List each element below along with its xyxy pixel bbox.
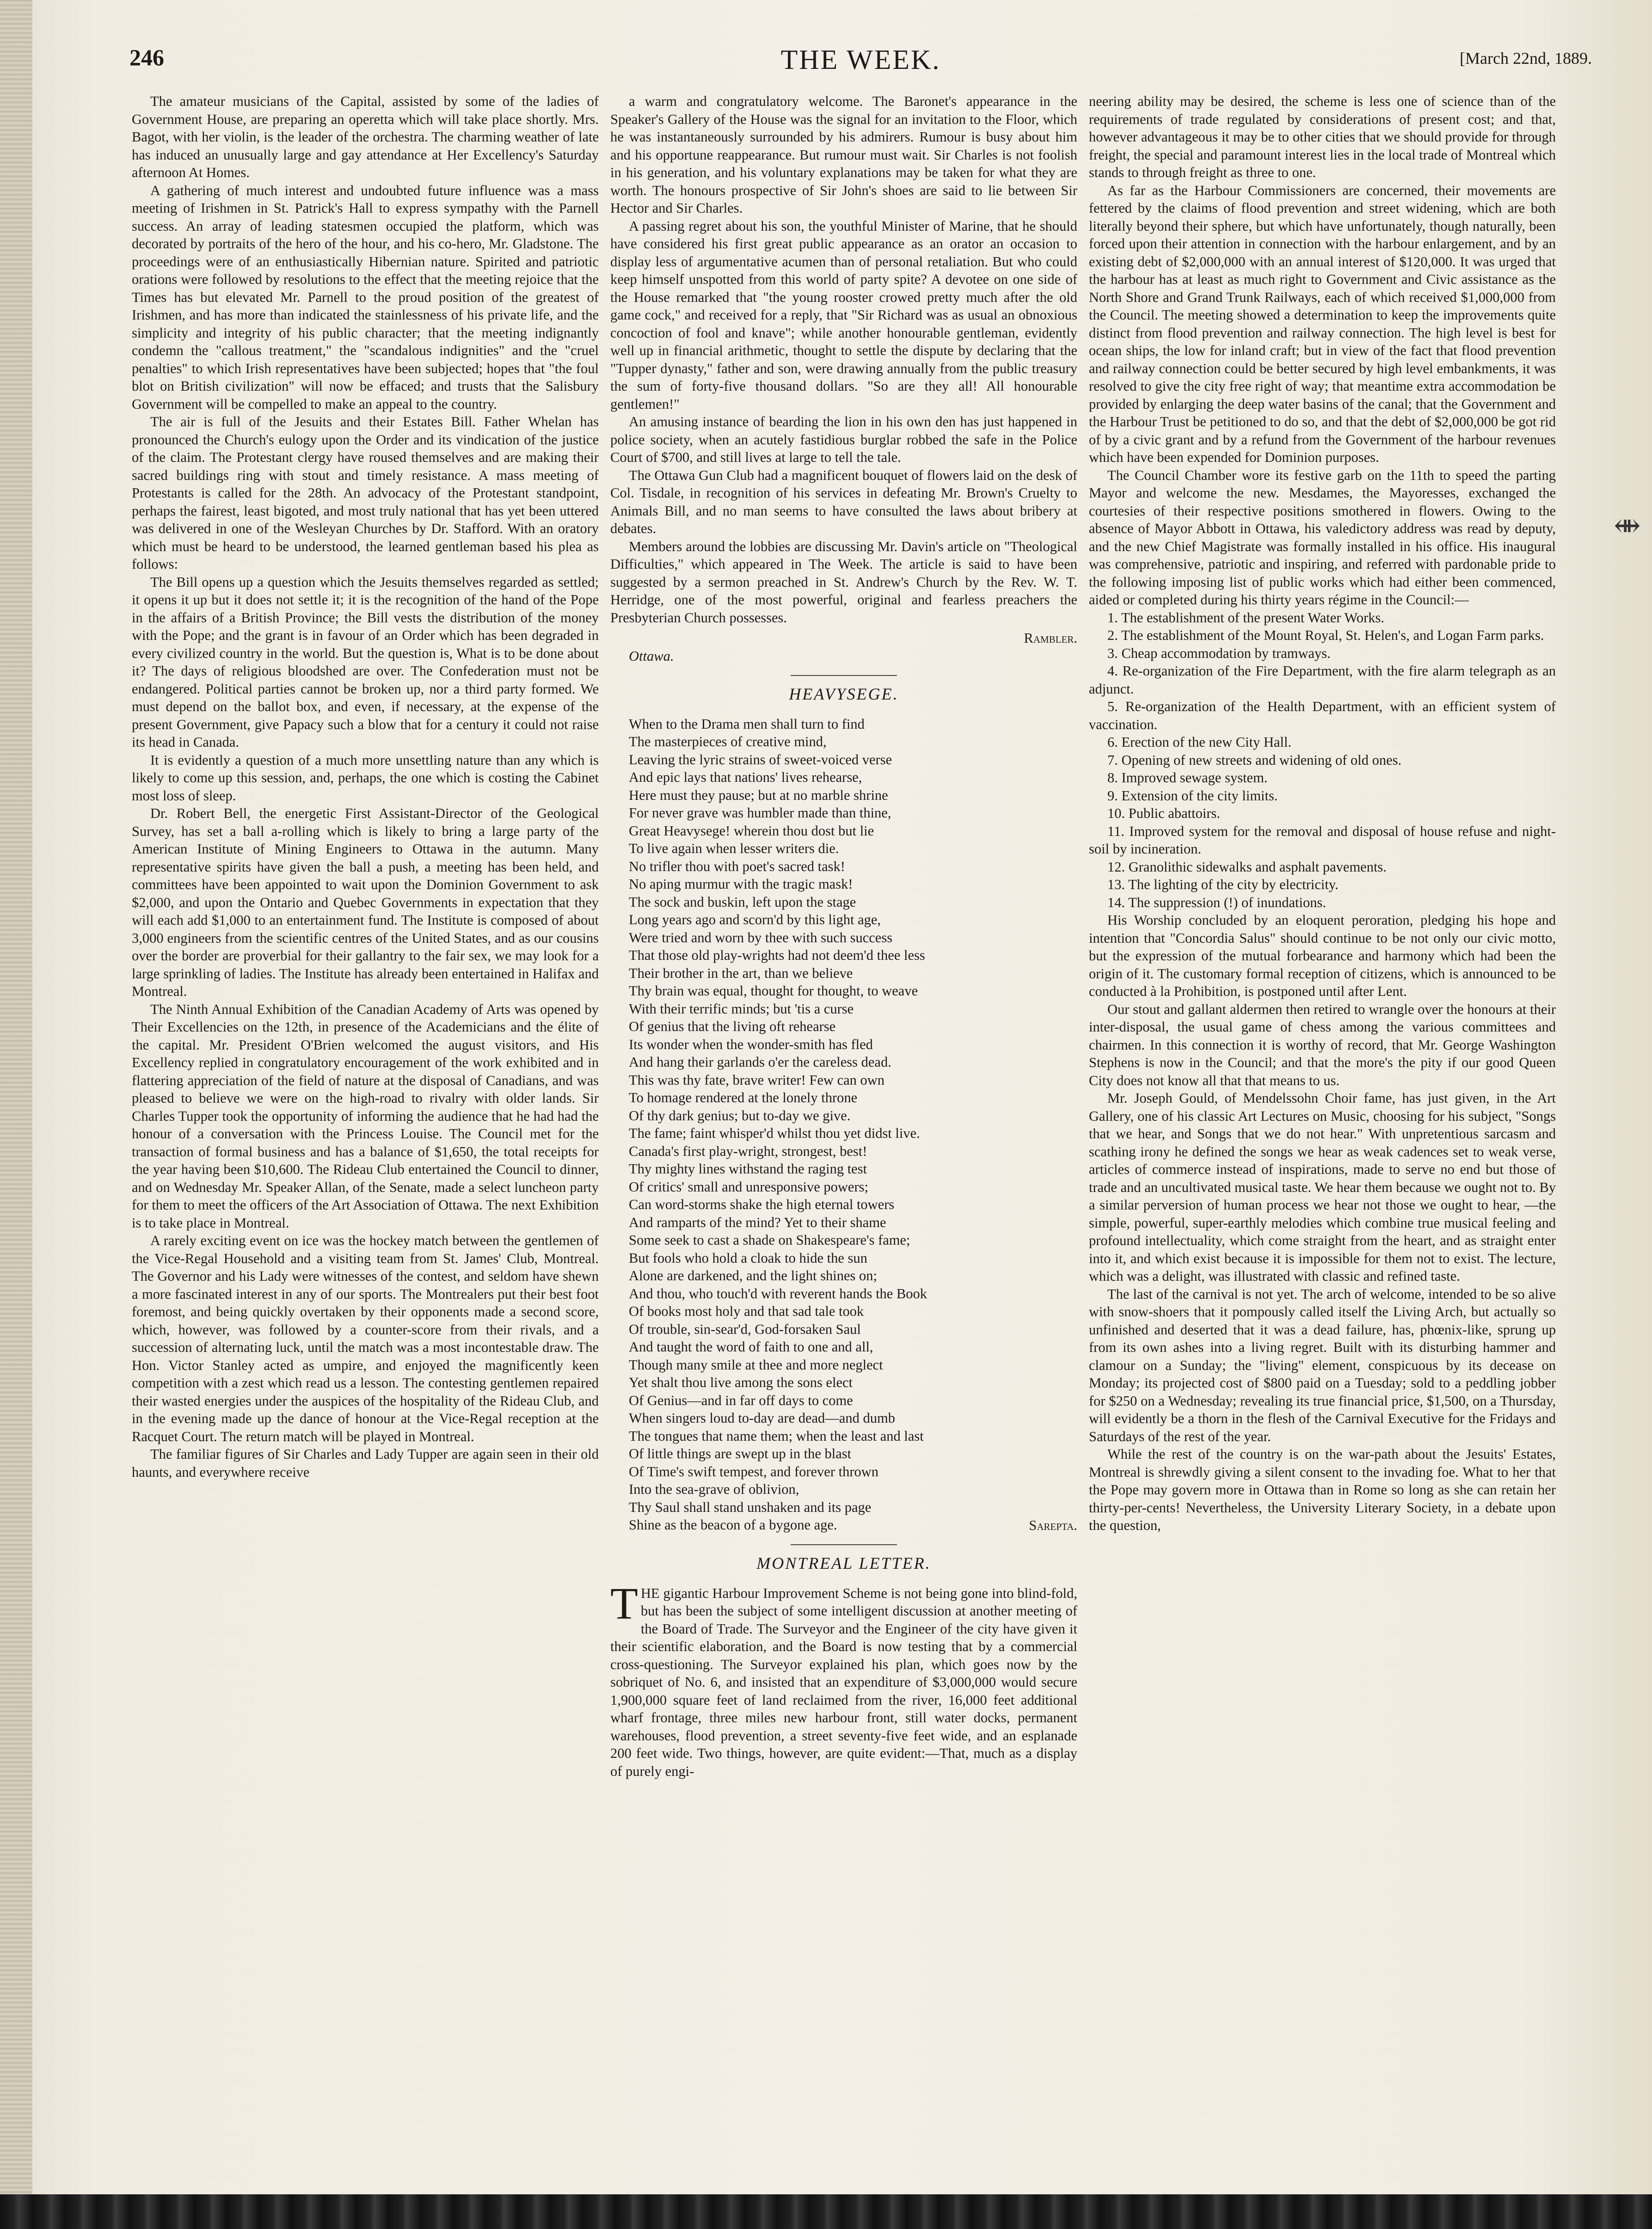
poem-line: The masterpieces of creative mind, — [629, 734, 827, 749]
poem-line: When singers loud to-day are dead—and dumb — [629, 1410, 895, 1426]
column-3 — [1089, 92, 1556, 2173]
poem-line: Great Heavysege! wherein thou dost but lie — [629, 823, 874, 839]
paragraph: The amateur musicians of the Capital, assisted by some of the ladies of Government House, are preparing an operetta which will take place shortly. Mrs. Bagot, with her violin, is the leader of the orchestra. The charming weather of late has induced an unusually large and gay attendance at Her Excellency's Saturday afternoon At Homes. — [132, 93, 599, 180]
section-divider — [791, 1544, 897, 1545]
poem-line: The tongues that name them; when the least and last — [629, 1428, 924, 1444]
list-item: 6. Erection of the new City Hall. — [1107, 734, 1292, 750]
paragraph: Mr. Joseph Gould, of Mendelssohn Choir fame, has just given, in the Art Gallery, one of his classic Art Lectures on Music, choosing for his subject, "Songs that we hear, and Songs that we do not hear." With unpretentious sarcasm and scathing irony he defined the songs we hear as weak cadences set to weak verse, articles of commerce instead of inspirations, made to serve no end but those of trade and an uncultivated musical taste. We hear them because we ought not to. By a similar perversion of human process we hear not those we ought to hear, —the simple, powerful, super-earthly melodies which combine true musical feeling and profound intellectuality, which come straight from the heart, and as straight enter into it, and which exist because it is impossible for them not to exist. The lecture, which was a delight, was illustrated with classic and refined taste. — [1089, 1090, 1556, 1284]
poem-line: Canada's first play-wright, strongest, best! — [629, 1143, 867, 1159]
poem-line: Some seek to cast a shade on Shakespeare's fame; — [629, 1232, 910, 1248]
poem-line: And hang their garlands o'er the careless dead. — [629, 1054, 891, 1070]
public-works-list — [1089, 609, 1556, 912]
paragraph: His Worship concluded by an eloquent peroration, pledging his hope and intention that "Concordia Salus" should continue to be not only our civic motto, but the expression of the mutual forbearance and harmony which had been the origin of it. The customary formal reception of citizens, which is announced to be conducted à la Prohibition, is postponed until after Lent. — [1089, 912, 1556, 999]
poem-line: And thou, who touch'd with reverent hands the Book — [629, 1285, 927, 1302]
poem-line: But fools who hold a cloak to hide the sun — [629, 1250, 867, 1266]
column-1 — [132, 92, 599, 2173]
poem-line: When to the Drama men shall turn to find — [629, 716, 865, 732]
list-item: 11. Improved system for the removal and disposal of house refuse and night-soil by incineration. — [1089, 823, 1556, 857]
poem-line: Here must they pause; but at no marble shrine — [629, 787, 888, 803]
paragraph: The Ottawa Gun Club had a magnificent bouquet of flowers laid on the desk of Col. Tisdale, in recognition of his services in defeating Mr. Brown's Cruelty to Animals Bill, and no man seems to have consulted the laws about bribery at debates. — [610, 467, 1077, 536]
paragraph: The last of the carnival is not yet. The arch of welcome, intended to be so alive with snow-shoers that it pompously called itself the Living Arch, but actually so unfinished and deserted that it was a dead failure, has, phœnix-like, sprung up from its own ashes into a living regret. Built with its disturbing hammer and clamour on a Sunday; the "living" element, conspicuous by its decease on Monday; its projected cost of $800 paid on a Tuesday; sold to a peddling jobber for $250 on a Wednesday; revealing its true financial price, $1,500, on a Thursday, will evidently be a thorn in the flesh of the Carnival Executive for the Fridays and Saturdays of the rest of the year. — [1089, 1286, 1556, 1444]
drop-cap: T — [610, 1578, 638, 1629]
poem-line: Thy brain was equal, thought for thought, to weave — [629, 983, 918, 999]
column-2 — [610, 92, 1077, 2173]
poem-line: This was thy fate, brave writer! Few can own — [629, 1072, 885, 1088]
poem-line: Their brother in the art, than we believe — [629, 965, 853, 981]
paragraph: The Bill opens up a question which the Jesuits themselves regarded as settled; it opens it up but it does not settle it; it is the recognition of the hand of the Pope in the affairs of a British Province; the Bill vests the distribution of the money with the Pope; and the grant is in favour of an Order which has been degraded in every civilized country in the world. But the question is, What is to be done about it? The days of religious bloodshed are over. The Confederation must not be endangered. Political parties cannot be broken up, nor a third party formed. We must depend on the ballot box, and even, if necessary, at the expense of the present Government, give Papacy such a blow that for a century it could not raise its head in Canada. — [132, 574, 599, 750]
list-item: 9. Extension of the city limits. — [1107, 787, 1278, 804]
poem-line: Of genius that the living oft rehearse — [629, 1019, 836, 1034]
poem-line: The sock and buskin, left upon the stage — [629, 894, 856, 910]
poem-line: For never grave was humbler made than thine, — [629, 805, 891, 821]
paragraph: neering ability may be desired, the scheme is less one of science than of the requirements of trade regulated by considerations of present cost; and that, however advantageous it may be to other cities that we should provide for through freight, the special and paramount interest lies in the local trade of Montreal which stands to through freight as three to one. — [1089, 93, 1556, 180]
paragraph: A gathering of much interest and undoubted future influence was a mass meeting of Irishmen in St. Patrick's Hall to express sympathy with the Parnell success. An array of leading statesmen occupied the platform, which was decorated by portraits of the hero of the hour, and his co-hero, Mr. Gladstone. The proceedings were of an enthusiastically Hibernian nature. Spirited and patriotic orations were followed by resolutions to the effect that the meeting rejoice that the Times has but elevated Mr. Parnell to the proud position of the greatest of Irishmen, and has more than indicated the stainlessness of his private life, and the simplicity and integrity of his public character; that the meeting indignantly condemn the "callous treatment," the "scandalous indignities" and the "cruel penalties" to which Irish representatives have been subjected; hopes that "the foul blot on British civilization" will now be effaced; and trusts that the Salisbury Government will be compelled to make an appeal to the country. — [132, 182, 599, 412]
list-item: 8. Improved sewage system. — [1107, 770, 1268, 786]
paragraph: It is evidently a question of a much more unsettling nature than any which is likely to come up this session, and, perhaps, the one which is costing the Cabinet most loss of sleep. — [132, 752, 599, 804]
poem-line: Yet shalt thou live among the sons elect — [629, 1375, 853, 1390]
list-item: 10. Public abattoirs. — [1107, 805, 1220, 821]
scan-bottom-edge — [0, 2194, 1652, 2229]
paragraph: Dr. Robert Bell, the energetic First Assistant-Director of the Geological Survey, has set a ball a-rolling which is likely to bring a large party of the American Institute of Mining Engineers to Ottawa in the autumn. Many representative spirits have given the ball a push, a meeting has been held, and committees have been appointed to wait upon the Dominion Government to ask $2,000, and upon the Ontario and Quebec Governments in expectation that they will each add $1,000 to an entertainment fund. The Institute is composed of about 3,000 engineers from the scientific centres of the United States, and as our cousins over the border are proverbial for their gallantry to the fair sex, we may look for a large sprinkling of ladies. The Institute has already been entertained in Halifax and Montreal. — [132, 805, 599, 999]
list-item: 1. The establishment of the present Water Works. — [1107, 609, 1385, 626]
poem-line: Thy mighty lines withstand the raging test — [629, 1161, 867, 1177]
poem-line: Of Time's swift tempest, and forever thrown — [629, 1463, 879, 1480]
poem-line: Were tried and worn by thee with such success — [629, 929, 893, 946]
poem-line: Of Genius—and in far off days to come — [629, 1392, 853, 1408]
poem-line: Of little things are swept up in the blast — [629, 1446, 852, 1461]
masthead-title: THE WEEK. — [780, 44, 941, 75]
page-number: 246 — [129, 44, 164, 70]
poem-author: Sarepta. — [1029, 1517, 1077, 1533]
paragraph: A rarely exciting event on ice was the hockey match between the gentlemen of the Vice-Regal Household and a visiting team from St. James' Club, Montreal. The Governor and his Lady were witnesses of the contest, and seldom have shewn a more fascinated interest in any of our sports. The Montrealers put their best foot foremost, and being quickly overtaken by their opponents made a second score, which, however, was followed by a counter-score from their rivals, and a succession of alternating luck, until the match was a most incontestable draw. The Hon. Victor Stanley acted as umpire, and enjoyed the magnificently keen competition with a zest which read us a lesson. The contesting gentlemen repaired their wasted energies under the auspices of the hospitality of the Rideau Club, and in the evening made up the dance of honour at the Vice-Regal reception at the Racquet Court. The return match will be played in Montreal. — [132, 1233, 599, 1444]
poem-line: No aping murmur with the tragic mask! — [629, 876, 853, 892]
paragraph: Our stout and gallant aldermen then retired to wrangle over the honours at their inter-disposal, the usual game of chess among the various committees and chairmen. In this connection it is worthy of record, that Mr. George Washington Stephens is now in the Council; and that the more's the pity if our good Queen City does not know all that that means to us. — [1089, 1001, 1556, 1088]
list-item: 5. Re-organization of the Health Department, with an efficient system of vaccination. — [1089, 699, 1556, 732]
poem-line: Into the sea-grave of oblivion, — [629, 1481, 799, 1497]
paragraph: A passing regret about his son, the youthful Minister of Marine, that he should have considered his first great public appearance as an orator an occasion to display less of argumentative acumen than of personal retaliation. But who could keep himself unspotted from this world of party spite? A devotee on one side of the House remarked that "the young rooster crowed pretty much after the old game cock," and received for a reply, that "Sir Richard was as usual an obnoxious concoction of fool and knave"; while another honourable gentleman, evidently well up in financial arithmetic, thought to settle the dispute by declaring that the "Tupper dynasty," father and son, were drawing annually from the public treasury the sum of forty-five thousand dollars. "So are they all! All honourable gentlemen!" — [610, 218, 1077, 412]
list-item: 7. Opening of new streets and widening of old ones. — [1107, 752, 1402, 768]
dateline-place: Ottawa. — [629, 648, 674, 664]
poem-line: To homage rendered at the lonely throne — [629, 1090, 858, 1105]
paragraph: a warm and congratulatory welcome. The Baronet's appearance in the Speaker's Gallery of the House was the signal for an invitation to the Floor, which he was instantaneously surrounded by his admirers. Rumour is busy about him and his opportune reappearance. But rumour must wait. Sir Charles is not foolish in his generation, and his voluntary explanations may be taken for what they are worth. The honours prospective of Sir John's shoes are said to lie between Sir Hector and Sir Charles. — [610, 93, 1077, 216]
poem-line: Leaving the lyric strains of sweet-voiced verse — [629, 751, 892, 768]
poem-line: No trifler thou with poet's sacred task! — [629, 858, 845, 874]
list-item: 2. The establishment of the Mount Royal, St. Helen's, and Logan Farm parks. — [1107, 627, 1544, 643]
poem-line: The fame; faint whisper'd whilst thou yet didst live. — [629, 1125, 920, 1141]
poem-line: Of critics' small and unresponsive powers; — [629, 1179, 868, 1195]
letter-title: MONTREAL LETTER. — [756, 1554, 931, 1572]
poem-body — [629, 715, 1077, 1534]
section-divider — [791, 675, 897, 676]
poem-line: Its wonder when the wonder-smith has fled — [629, 1036, 873, 1052]
page-header — [129, 44, 1592, 86]
poem-line: With their terrific minds; but 'tis a curse — [629, 1001, 854, 1017]
letter-text: HE gigantic Harbour Improvement Scheme is not being gone into blind-fold, but has been the subject of some intelligent discussion at another meeting of the Board of Trade. The Surveyor and the Engineer of the city have given it their scientific elaboration, and the Board is now testing that by a commercial cross-questioning. The Surveyor explained his plan, which goes now by the sobriquet of No. 6, and insisted that an expenditure of $3,000,000 would secure 1,900,000 square feet of land reclaimed from the river, 16,000 feet additional wharf frontage, three miles new harbour front, still water docks, permanent warehouses, flood prevention, a street seventy-five feet wide, and an esplanade 200 feet wide. Two things, however, are quite evident:—That, much as a display of purely engi- — [610, 1585, 1077, 1779]
binding-edge — [0, 0, 32, 2229]
poem-line: Though many smile at thee and more neglect — [629, 1357, 883, 1373]
paragraph: Members around the lobbies are discussing Mr. Davin's article on "Theological Difficulties," which appeared in The Week. The article is said to have been suggested by a sermon preached in St. Andrew's Church by the Rev. W. T. Herridge, one of the most powerful, original and fearless preachers the Presbyterian Church possesses. — [610, 538, 1077, 626]
list-item: 13. The lighting of the city by electricity. — [1107, 877, 1339, 892]
letter-opening — [610, 1578, 1077, 1781]
list-item: 3. Cheap accommodation by tramways. — [1107, 645, 1331, 661]
poem-line: And epic lays that nations' lives rehearse, — [629, 769, 862, 785]
paragraph: The familiar figures of Sir Charles and Lady Tupper are again seen in their old haunts, and everywhere receive — [132, 1446, 599, 1480]
poem-title: HEAVYSEGE. — [789, 685, 899, 703]
poem-line: Can word-storms shake the high eternal towers — [629, 1197, 895, 1212]
paragraph: An amusing instance of bearding the lion in his own den has just happened in police society, when an acutely fastidious burglar robbed the safe in the Police Court of $700, and still lives at large to tell the tale. — [610, 414, 1077, 465]
paragraph: The Ninth Annual Exhibition of the Canadian Academy of Arts was opened by Their Excellencies on the 12th, in presence of the Academicians and the élite of the capital. Mr. President O'Brien welcomed the august visitors, and His Excellency replied in congratulatory encouragement of the work exhibited and in flattering appreciation of the field of nature at the disposal of Canadians, and was pleased to believe we were on the high-road to rivalry with older lands. Sir Charles Tupper took the opportunity of informing the audience that he had had the honour of a conversation with the Princess Louise. The Council met for the transaction of formal business and has a balance of $1,650, the total receipts for the year having been $10,600. The Rideau Club entertained the Council to dinner, and on Wednesday Mr. Speaker Allan, of the Senate, made a select luncheon party for them to meet the officers of the Art Association of Ottawa. The next Exhibition is to take place in Montreal. — [132, 1001, 599, 1231]
poem-line: Thy Saul shall stand unshaken and its page — [629, 1499, 872, 1515]
poem-line: Of thy dark genius; but to-day we give. — [629, 1107, 851, 1124]
poem-line: And ramparts of the mind? Yet to their shame — [629, 1214, 886, 1230]
paragraph: As far as the Harbour Commissioners are concerned, their movements are fettered by the claims of flood prevention and street widening, which are both literally beyond their sphere, but which have unfortunately, though naturally, been forced upon their attention in connection with the harbour enlargement, and by an existing debt of $2,000,000 with an annual interest of $120,000. It was urged that the harbour has at least as much right to Government and Civic assistance as the North Shore and Grand Trunk Railways, each of which received $1,000,000 from the Council. The meeting showed a determination to keep the improvements quite distinct from flood prevention and railway connection. The high level is best for ocean ships, the low for inland craft; but in view of the fact that flood prevention and railway connection could be better secured by high level embankments, it was resolved to give the city free right of way; that meantime extra accommodation be provided by enlarging the deep water basins of the canal; that the Government and the Harbour Trust be petitioned to do so, and that the debt of $2,000,000 be got rid of by a civic grant and by a refund from the Government of the harbour revenues which have been expended for Dominion purposes. — [1089, 182, 1556, 465]
list-item: 14. The suppression (!) of inundations. — [1107, 894, 1326, 910]
paragraph: The Council Chamber wore its festive garb on the 11th to speed the parting Mayor and welcome the new. Mesdames, the Mayoresses, exchanged the courtesies of their respective positions smothered in flowers. Owing to the absence of Mayor Abbott in Ottawa, his valedictory address was read by deputy, and the new Chief Magistrate was formally installed in his office. His inaugural was comprehensive, patriotic and inspiring, and referred with pardonable pride to the following imposing list of public works which had either been commenced, aided or completed during his thirty years régime in the Council:— — [1089, 467, 1556, 608]
poem-line: And taught the word of faith to one and all, — [629, 1339, 873, 1355]
poem-line: Long years ago and scorn'd by this light age, — [629, 912, 881, 927]
paragraph: While the rest of the country is on the war-path about the Jesuits' Estates, Montreal is shrewdly giving a silent consent to the invading foe. What to her that the Pope may govern more in Ottawa than in Rome so long as she can retain her thirty-per-cents! Nevertheless, the University Literary Society, in a debate upon the question, — [1089, 1446, 1556, 1533]
poem-line: To live again when lesser writers die. — [629, 841, 839, 856]
paragraph: The air is full of the Jesuits and their Estates Bill. Father Whelan has pronounced the Church's eulogy upon the Order and its vindication of the justice of the claim. The Protestant clergy have roused themselves and are making their sacred buildings ring with stout and timely resistance. A mass meeting of Protestants is called for the 28th. An advocacy of the Protestant standpoint, perhaps the fairest, least bigoted, and most truly national that has yet been uttered was delivered in one of the Wesleyan Churches by Dr. Stafford. With an oratory which must be heard to be understood, the learned gentleman based his plea as follows: — [132, 414, 599, 572]
poem-line: Shine as the beacon of a bygone age. — [629, 1517, 837, 1533]
poem-line: Of books most holy and that sad tale took — [629, 1303, 864, 1319]
author-signature: Rambler. — [1024, 630, 1077, 646]
poem-line: Alone are darkened, and the light shines on; — [629, 1268, 877, 1283]
list-item: 12. Granolithic sidewalks and asphalt pavements. — [1107, 859, 1387, 875]
poem-line: Of trouble, sin-sear'd, God-forsaken Saul — [629, 1321, 861, 1337]
margin-mark: ⇼ — [1614, 508, 1641, 544]
list-item: 4. Re-organization of the Fire Department, with the fire alarm telegraph as an adjunct. — [1089, 663, 1556, 697]
issue-date: [March 22nd, 1889. — [1460, 49, 1592, 68]
poem-line: That those old play-wrights had not deem'd thee less — [629, 947, 925, 963]
